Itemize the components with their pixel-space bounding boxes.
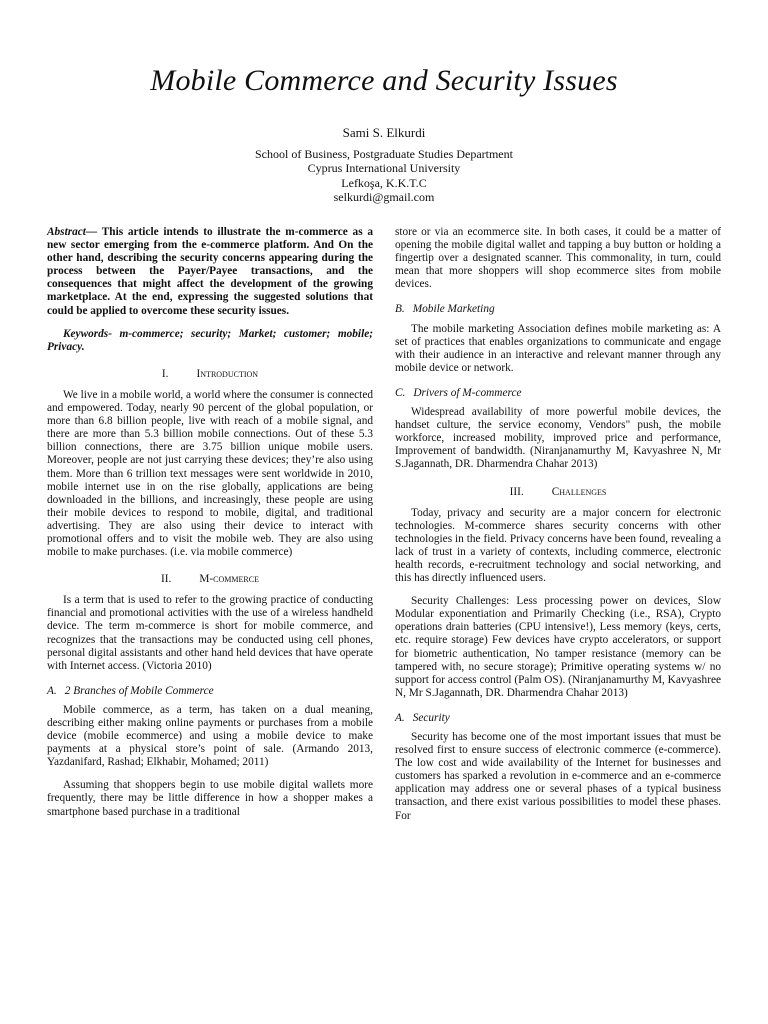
section-heading-challenges — [395, 486, 721, 499]
abstract — [47, 226, 373, 318]
right-column — [395, 226, 721, 823]
subsection-number: B. — [395, 303, 405, 316]
abstract-label: Abstract— — [47, 226, 98, 238]
subsection-title: Mobile Marketing — [412, 303, 495, 316]
section-number: I. — [161, 367, 169, 380]
section-title: M-commerce — [199, 573, 259, 586]
subsection-title: 2 Branches of Mobile Commerce — [64, 684, 214, 697]
keywords: Keywords- m-commerce; security; Market; customer; mobile; Privacy. — [47, 327, 373, 353]
security-paragraph: Security has become one of the most important issues that must be resolved first to ensure success of electronic commerce (e-commerce). The low cost and wide availability of the Internet for businesses and customers has sparked a revolution in e-commerce and an e-commerce application may address one or several phases of a typical business transaction, and there exist various possibilities to model these phases. For — [395, 731, 721, 822]
challenges-paragraph-1: Today, privacy and security are a major concern for electronic technologies. M-commerce shares security concerns with other technologies in the field. Privacy concerns have been found, revealing a lack of trust in a variety of contexts, including commerce, electronic health records, e-recruitment technology and social networking, and this has directly influenced users. — [395, 506, 721, 585]
section-number: III. — [509, 485, 524, 498]
subsection-number: C. — [395, 386, 406, 399]
introduction-paragraph: We live in a mobile world, a world where the consumer is connected and empowered. Today, nearly 90 percent of the global population, or more than 6.8 billion people, live with reach of a mobile signal, and there are more than 5.3 billion mobile connections. Out of these 5.3 billion connections, there are 3.75 billion unique mobile users. Moreover, people are not just carrying these devices; they’re also using them. More than 6 trillion text messages were sent worldwide in 2010, mobile internet use in on the rise globally, applications are being downloaded in the billions, and increasingly, these people are using their mobile devices to respond to mobile, digital, and traditional advertising. They are also using their device to interact with promotional offers and to visit the mobile web. They are also using mobile to make purchases. (i.e. via mobile commerce) — [47, 388, 373, 559]
subsection-title: Security — [412, 711, 450, 724]
left-column — [47, 226, 373, 819]
section-title: Challenges — [551, 485, 607, 498]
section-number: II. — [161, 573, 172, 586]
subsection-number: A. — [395, 711, 405, 724]
paper-title: Mobile Commerce and Security Issues — [150, 64, 618, 97]
affiliation-location: Lefkoşa, K.K.T.C — [341, 175, 427, 190]
abstract-text: This article intends to illustrate the m-commerce as a new sector emerging from the e-commerce platform. And On the other hand, describing the security concerns appearing during the process between the Payer/Payee transactions, and the consequences that might affect the development of the growing marketplace. At the end, expressing the suggested solutions that could be applied to overcome these security issues. — [47, 226, 373, 317]
subsection-number: A. — [47, 684, 57, 697]
challenges-paragraph-2: Security Challenges: Less processing power on devices, Slow Modular exponentiation and Primarily Checking (i.e., RSA), Crypto operations drain batteries (CPU intensive!), Less memory (keys, certs, etc. require storage) Few devices have crypto accelerators, or support for biometric authentication, No tamper resistance (memory can be tampered with, no secure storage); Primitive operating systems w/ no support for access control (Palm OS). (Niranjanamurthy M, Kavyashree N, Mr S.Jagannath, DR. Dharmendra Chahar 2013) — [395, 595, 721, 699]
affiliation-department: School of Business, Postgraduate Studies Department — [255, 146, 513, 161]
continued-paragraph: store or via an ecommerce site. In both cases, it could be a matter of opening the mobile digital wallet and tapping a buy button or holding a fingertip over a designated scanner. This commonality, in turn, could mean that more shoppers will shop ecommerce sites from mobile devices. — [395, 226, 721, 291]
author-email: selkurdi@gmail.com — [333, 190, 435, 204]
drivers-paragraph: Widespread availability of more powerful mobile devices, the handset culture, the service economy, Vendors" push, the mobile workforce, increased mobility, improved price and performance, Improvement of bandwidth. (Niranjanamurthy M, Kavyashree N, Mr S.Jagannath, DR. Dharmendra Chahar 2013) — [395, 406, 721, 471]
mcommerce-paragraph: Is a term that is used to refer to the growing practice of conducting financial and promotional activities with the use of a wireless handheld device. The term m-commerce is short for mobile commerce, and recognizes that the transactions may be conducted using cell phones, personal digital assistants and other hand held devices that have operate with Internet access. (Victoria 2010) — [47, 594, 373, 672]
section-heading-introduction — [47, 368, 373, 381]
author-name: Sami S. Elkurdi — [342, 125, 426, 140]
subsection-title: Drivers of M-commerce — [413, 386, 522, 399]
subsection-heading-security — [395, 712, 721, 725]
branches-paragraph-1: Mobile commerce, as a term, has taken on a dual meaning, describing either making online payments or purchases from a mobile device (mobile ecommerce) and using a mobile device to make payments at a physical store’s point of sale. (Armando 2013, Yazdanifard, Rashad; Elkhabir, Mohamed; 2011) — [47, 703, 373, 769]
marketing-paragraph: The mobile marketing Association defines mobile marketing as: A set of practices that enables organizations to communicate and engage with their audience in an interactive and relevant manner through any mobile device or network. — [395, 322, 721, 374]
author-block — [0, 126, 768, 205]
affiliation-university: Cyprus International University — [307, 161, 461, 175]
section-title: Introduction — [196, 367, 259, 380]
subsection-heading-marketing — [395, 303, 721, 316]
section-heading-mcommerce — [47, 573, 373, 586]
branches-paragraph-2: Assuming that shoppers begin to use mobile digital wallets more frequently, there may be little difference in how a shopper makes a smartphone based purchase in a traditional — [47, 779, 373, 818]
subsection-heading-branches — [47, 685, 373, 698]
subsection-heading-drivers — [395, 387, 721, 400]
